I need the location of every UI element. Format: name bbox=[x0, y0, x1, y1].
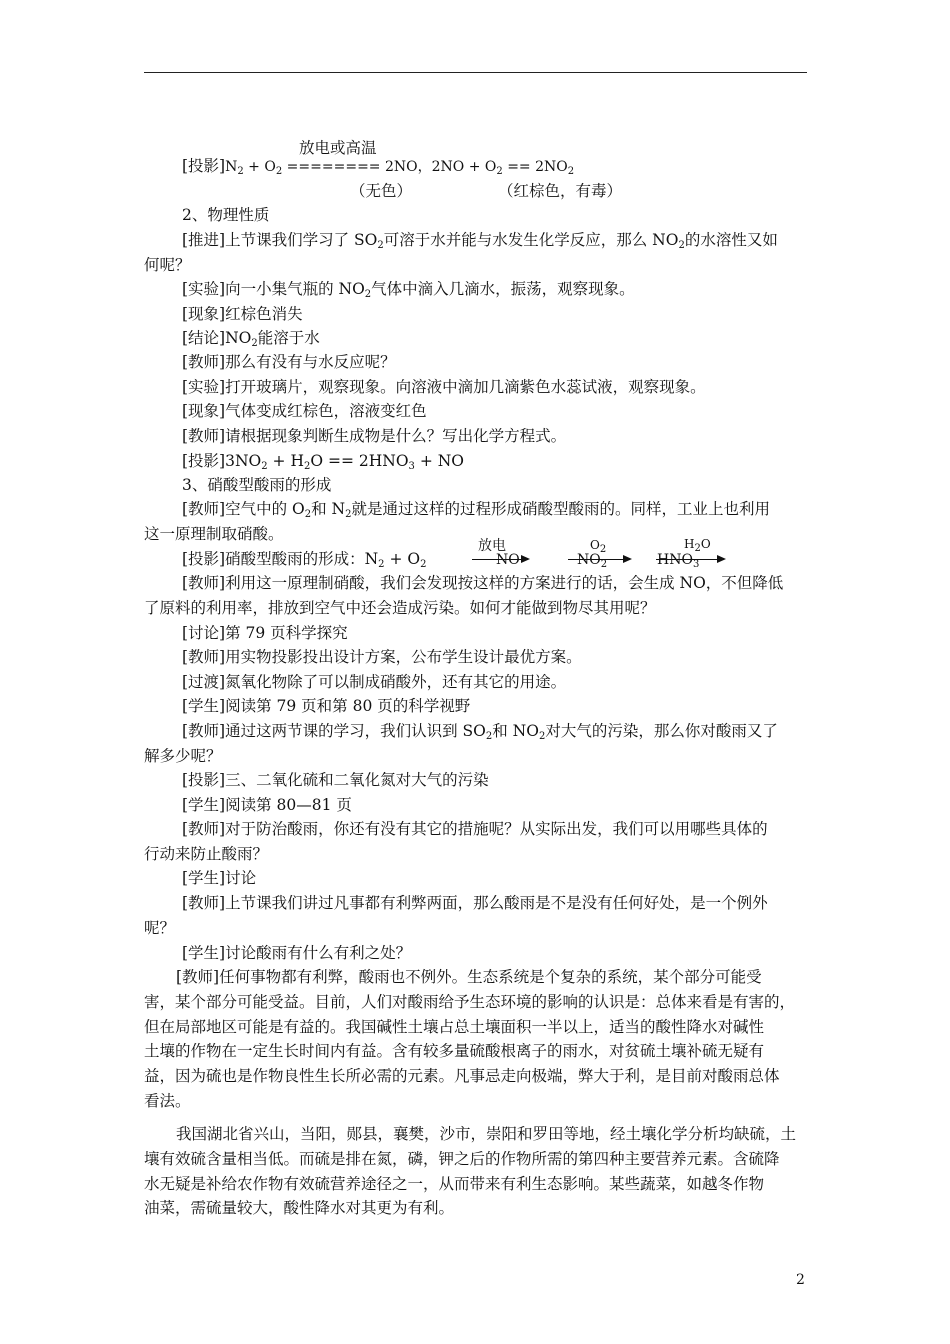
arrow-1-condition: 放电 bbox=[478, 538, 506, 554]
teacher-1: [教师]那么有没有与水反应呢？ bbox=[182, 353, 396, 371]
student-2: [学生]阅读第 80—81 页 bbox=[182, 796, 352, 814]
page-number: 2 bbox=[796, 1272, 805, 1288]
push-line-2: 何呢？ bbox=[144, 256, 191, 274]
paragraph-2-line: 水无疑是补给农作物有效硫营养途径之一，从而带来有利生态影响。某些蔬菜，如越冬作物 bbox=[144, 1175, 765, 1193]
teacher-3-line-2: 这一原理制取硝酸。 bbox=[144, 525, 284, 543]
teacher-6-line-2: 解多少呢？ bbox=[144, 747, 222, 765]
eq1-condition: 放电或高温 bbox=[299, 139, 377, 157]
student-1: [学生]阅读第 79 页和第 80 页的科学视野 bbox=[182, 697, 471, 715]
eq1-line: [投影]$N_2 + O_2$ ======== 2NO，$2NO + O_2 == 2NO_2$ bbox=[182, 157, 575, 177]
teacher-6-line-1: [教师]通过这两节课的学习，我们认识到 SO2和 NO2对大气的污染，那么你对酸雨又了 bbox=[182, 722, 778, 742]
student-4: [学生]讨论酸雨有什么有利之处？ bbox=[182, 944, 412, 962]
section-heading-3: 3、硝酸型酸雨的形成 bbox=[182, 476, 332, 494]
paragraph-2-line: 油菜，需硫量较大，酸性降水对其更为有利。 bbox=[144, 1199, 455, 1217]
teacher-8-line-2: 呢？ bbox=[144, 919, 176, 937]
product-no2: $NO_2$ bbox=[577, 552, 608, 570]
teacher-7-line-1: [教师]对于防治酸雨，你还有没有其它的措施呢？从实际出发，我们可以用哪些具体的 bbox=[182, 820, 768, 838]
discussion-1: [讨论]第 79 页科学探究 bbox=[182, 624, 348, 642]
paragraph-1-line: 但在局部地区可能是有益的。我国碱性土壤占总土壤面积一半以上，适当的酸性降水对碱性 bbox=[144, 1018, 765, 1036]
arrow-2-condition: $O_2$ bbox=[590, 538, 607, 555]
transition: [过渡]氮氧化物除了可以制成硝酸外，还有其它的用途。 bbox=[182, 673, 567, 691]
conclusion: [结论]NO2能溶于水 bbox=[182, 329, 320, 349]
header-rule bbox=[144, 72, 807, 73]
push-line-1: [推进]上节课我们学习了 SO2可溶于水并能与水发生化学反应，那么 NO2的水溶性又如 bbox=[182, 231, 778, 251]
projection-2: [投影]3NO2 + H2O == 2HNO3 + NO bbox=[182, 452, 465, 472]
eq1-note-redbrown: （红棕色，有毒） bbox=[498, 182, 623, 200]
student-3: [学生]讨论 bbox=[182, 869, 257, 887]
teacher-5: [教师]用实物投影投出设计方案，公布学生设计最优方案。 bbox=[182, 648, 582, 666]
experiment-2: [实验]打开玻璃片，观察现象。向溶液中滴加几滴紫色水蕊试液，观察现象。 bbox=[182, 378, 706, 396]
teacher-4-line-1: [教师]利用这一原理制硝酸，我们会发现按这样的方案进行的话，会生成 NO，不但降低 bbox=[182, 574, 784, 592]
phenomenon-1: [现象]红棕色消失 bbox=[182, 305, 303, 323]
paragraph-1-line: [教师]任何事物都有利弊，酸雨也不例外。生态系统是个复杂的系统，某个部分可能受 bbox=[176, 968, 762, 986]
eq1-note-colorless: （无色） bbox=[350, 182, 413, 200]
section-heading-2: 2、物理性质 bbox=[182, 206, 270, 224]
teacher-8-line-1: [教师]上节课我们讲过凡事都有利弊两面，那么酸雨是不是没有任何好处，是一个例外 bbox=[182, 894, 768, 912]
phenomenon-2: [现象]气体变成红棕色，溶液变红色 bbox=[182, 402, 427, 420]
projection-4: [投影]三、二氧化硫和二氧化氮对大气的污染 bbox=[182, 771, 489, 789]
paragraph-1-line: 看法。 bbox=[144, 1092, 191, 1110]
teacher-4-line-2: 了原料的利用率，排放到空气中还会造成污染。如何才能做到物尽其用呢？ bbox=[144, 599, 656, 617]
experiment-1: [实验]向一小集气瓶的 NO2气体中滴入几滴水，振荡，观察现象。 bbox=[182, 280, 635, 300]
teacher-3-line-1: [教师]空气中的 O2和 N2就是通过这样的过程形成硝酸型酸雨的。同样，工业上也利用 bbox=[182, 500, 770, 520]
product-hno3: $HNO_3$ bbox=[657, 552, 700, 570]
paragraph-1-line: 益，因为硫也是作物良性生长所必需的元素。凡事忌走向极端，弊大于利，是目前对酸雨总体 bbox=[144, 1067, 780, 1085]
projection-3: [投影]硝酸型酸雨的形成：N2 + O2 bbox=[182, 550, 427, 570]
paragraph-2-line: 我国湖北省兴山，当阳，郧县，襄樊，沙市，崇阳和罗田等地，经土壤化学分析均缺硫，土 bbox=[176, 1125, 797, 1143]
teacher-7-line-2: 行动来防止酸雨？ bbox=[144, 845, 269, 863]
paragraph-1-line: 害，某个部分可能受益。目前，人们对酸雨给予生态环境的影响的认识是：总体来看是有害的， bbox=[144, 993, 796, 1011]
paragraph-1-line: 土壤的作物在一定生长时间内有益。含有较多量硫酸根离子的雨水，对贫硫土壤补硫无疑有 bbox=[144, 1042, 765, 1060]
arrow-3-condition: $H_2O$ bbox=[684, 537, 711, 554]
product-no: NO bbox=[496, 552, 520, 568]
paragraph-2-line: 壤有效硫含量相当低。而硫是排在氮，磷，钾之后的作物所需的第四种主要营养元素。含硫降 bbox=[144, 1150, 780, 1168]
teacher-2: [教师]请根据现象判断生成物是什么？写出化学方程式。 bbox=[182, 427, 567, 445]
